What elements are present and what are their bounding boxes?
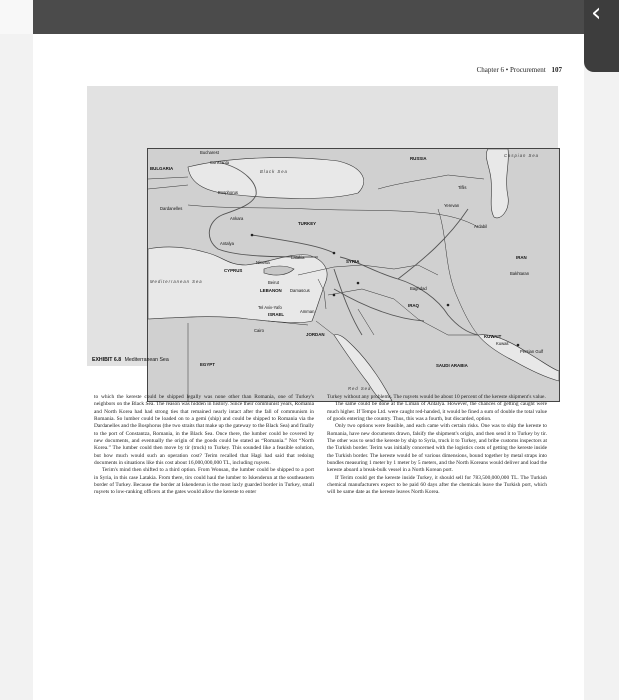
chevron-left-icon: ‹ — [591, 0, 602, 28]
back-button[interactable] — [584, 0, 619, 72]
figure-caption — [92, 357, 169, 363]
map-label-amman: Amman — [300, 309, 315, 314]
running-head — [477, 66, 562, 74]
map-label-tiflis: Tiflis — [458, 185, 467, 190]
text-column-left — [94, 394, 314, 497]
page-number: 107 — [551, 66, 562, 74]
map-label-tel-aviv: Tel Aviv-Yafo — [258, 305, 282, 310]
map-label-kuwait-city: Kuwait — [496, 341, 509, 346]
map-label-red-sea: Red Sea — [348, 386, 372, 391]
map-label-israel: ISRAEL — [268, 312, 285, 317]
map-label-nicosia: Nicosia — [256, 260, 270, 265]
map-label-lebanon: LEBANON — [260, 288, 282, 293]
map-figure — [87, 86, 558, 391]
map-label-kuwait: KUWAIT — [484, 334, 502, 339]
map-label-syria: SYRIA — [346, 259, 360, 264]
map-label-yerevan: Yerevan — [444, 203, 460, 208]
map-label-iraq: IRAQ — [408, 303, 419, 308]
map-label-mediterranean-sea: Mediterranean Sea — [150, 279, 203, 284]
paragraph: Only two options were feasible, and each came with certain risks. One was to ship the kereste to Romania, have new documents drawn, falsify the shipment's origin, and then send it to Turkey by tir. The other was to send the kereste by ship to Syria, truck it to Turkey, and bribe customs inspectors at the Turkish border. Terim was initially concerned with the logistics costs of getting the kereste inside the Turkish border. The kereste would be of various dimensions, bound together by metal straps into bundles measuring 1 meter by 1 meter by 5 meters, and the North Koreans would deliver and load the kereste aboard a break-bulk vessel in a North Korean port. — [327, 423, 547, 474]
caption-text: Mediterranean Sea — [124, 357, 169, 363]
viewer-header — [33, 0, 588, 34]
map-label-bosphorus: Bosphorus — [218, 190, 239, 195]
map-label-black-sea: Black Sea — [260, 169, 288, 174]
map-label-caspian-sea: Caspian Sea — [504, 153, 539, 158]
map-label-russia: RUSSIA — [410, 156, 427, 161]
map-label-constanta: Constanta — [210, 160, 230, 165]
map-label-ardabil: Ardabil — [474, 224, 488, 229]
map-label-beirut: Beirut — [268, 280, 279, 285]
map-label-latakia: Latakia — [291, 255, 305, 260]
map-label-baghdad: Baghdad — [410, 286, 427, 291]
map-label-turkey: TURKEY — [298, 221, 317, 226]
map-frame — [147, 148, 560, 402]
map-label-persian-gulf: Persian Gulf — [520, 349, 544, 354]
map-label-cairo: Cairo — [254, 328, 265, 333]
map-label-bucharest: Bucharest — [200, 150, 219, 155]
running-head-text: Chapter 6 • Procurement — [476, 66, 546, 74]
caption-label: EXHIBIT 6.8 — [92, 357, 122, 363]
map-label-bakhtaran: Bakhtaran — [510, 271, 530, 276]
map-label-cyprus: CYPRUS — [224, 268, 243, 273]
paragraph: Turkey without any problems. The ruşvets would be about 10 percent of the kereste shipment's value. — [327, 394, 546, 400]
paragraph: to which the kereste could be shipped legally was none other than Romania, one of Turkey's neighbors on the Black Sea. The reason was hidden in history. Since their communist years, Romania and North Korea had had strong ties that remained nearly intact after the fall of communism in Romania. So lumber could be loaded on to a gemi (ship) and could be shipped to Romania via the Dardanelles and the Bosphorus (the two straits that make up the gateway to the Black Sea) and finally to the port of Constantza, Romania, in the Black Sea. Once there, the lumber could be covered by new documents, and eventually the origin of the goods could be stated as “Romania.” Not “North Korea.” The lumber could then move by tir (truck) to Turkey. This sounded like a feasible solution, but how much would such an operation cost? Terim recalled that Hagi had said that redoing documents in situations like this cost about 16,000,000,000 TL, including ruşvets. — [94, 394, 314, 467]
paragraph: If Terim could get the kereste inside Turkey, it should sell for 783,500,000,000 TL. The Turkish chemical manufacturers expect to be paid 60 days after the chemicals leave the Turkish port, which will be same date as the kereste leaves North Korea. — [327, 474, 547, 496]
paragraph: The same could be done at the Liman of Antalya. However, the chances of getting caught were much higher. If Tempo Ltd. were caught red-handed, it would be fined a sum of double the total value of goods entering the country. Thus, this was a fourth, but discarded, option. — [327, 401, 547, 423]
map-label-antalya: Antalya — [220, 241, 234, 246]
map-label-saudi-arabia: SAUDI ARABIA — [436, 363, 468, 368]
map-label-damascus: Damascus — [290, 288, 310, 293]
text-column-right — [327, 394, 547, 497]
map-label-jordan: JORDAN — [306, 332, 325, 337]
paragraph: Terim's mind then shifted to a third option. From Wonsan, the lumber could be shipped to a port in Syria, in this case Latakia. From there, tirs could haul the lumber to Iskenderun at the southeastern border of Turkey. Because the border at Iskenderun is the most laxly guarded border in Turkey, small ruşvets to low-ranking officers at the gates would allow the kereste to enter — [94, 467, 314, 496]
map-label-bulgaria: BULGARIA — [150, 166, 174, 171]
book-page — [33, 34, 584, 700]
map-label-egypt: EGYPT — [200, 362, 215, 367]
map-label-dardanelles: Dardanelles — [160, 206, 183, 211]
map-label-ankara: Ankara — [230, 216, 244, 221]
map-label-iran: IRAN — [516, 255, 527, 260]
